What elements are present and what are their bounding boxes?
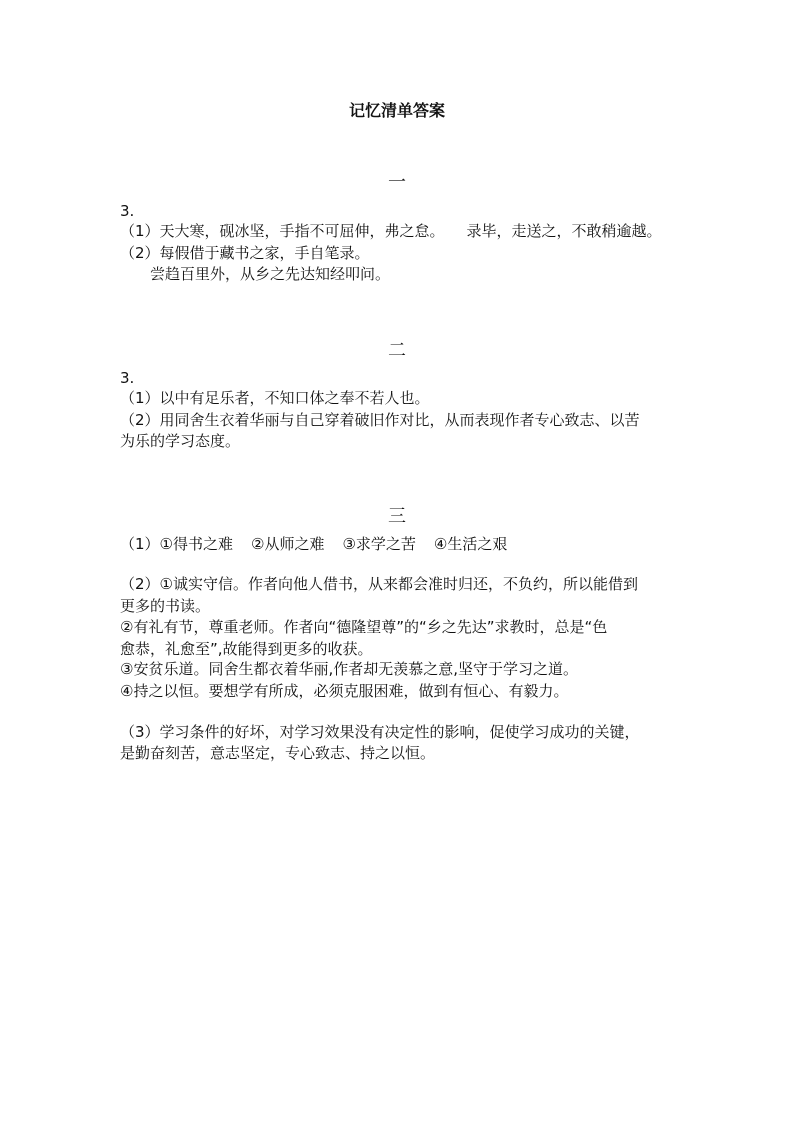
section-2-line: （1）以中有足乐者，不知口体之奉不若人也。 [120, 389, 430, 407]
answer-text: （1）天大寒，砚冰坚，手指不可屈伸，弗之怠。 [120, 222, 445, 240]
section-3-line: （2）①诚实守信。作者向他人借书，从来都会准时归还，不负约，所以能借到 [120, 575, 638, 593]
answer-text: 录毕，走送之，不敢稍逾越。 [466, 222, 662, 240]
q1-item: ③求学之苦 [342, 535, 416, 553]
page-title: 记忆清单答案 [348, 101, 445, 120]
q1-prefix: （1） [120, 535, 160, 553]
section-3-line: 更多的书读。 [120, 597, 211, 615]
section-1-line [120, 221, 662, 241]
section-3-line: 愈恭，礼愈至”,故能得到更多的收获。 [120, 640, 373, 658]
section-1-line: （2）每假借于藏书之家，手自笔录。 [120, 244, 370, 262]
section-3-heading: 三 [388, 506, 406, 527]
section-1-line: 尝趋百里外，从乡之先达知经叩问。 [150, 265, 391, 283]
q1-item: ①得书之难 [159, 535, 233, 553]
section-1-heading: 一 [388, 172, 406, 193]
section-3-q1-line [120, 534, 507, 554]
section-2-line: 3. [120, 369, 135, 387]
section-3-line: ②有礼有节，尊重老师。作者向“德隆望尊”的“乡之先达”求教时，总是“色 [120, 618, 608, 636]
q1-item: ②从师之难 [251, 535, 325, 553]
section-2-line: （2）用同舍生衣着华丽与自己穿着破旧作对比，从而表现作者专心致志、以苦 [120, 411, 640, 429]
section-2-heading: 二 [388, 340, 406, 361]
section-3-line: ③安贫乐道。同舍生都衣着华丽,作者却无羡慕之意,坚守于学习之道。 [120, 660, 578, 678]
section-3-line: 是勤奋刻苦，意志坚定，专心致志、持之以恒。 [120, 744, 436, 762]
q1-item: ④生活之艰 [433, 535, 508, 553]
section-3-line: ④持之以恒。要想学有所成，必须克服困难，做到有恒心、有毅力。 [120, 682, 569, 700]
section-1-line: 3. [120, 202, 135, 220]
section-2-line: 为乐的学习态度。 [120, 432, 241, 450]
section-3-line: （3）学习条件的好坏，对学习效果没有决定性的影响，促使学习成功的关键， [120, 723, 640, 741]
